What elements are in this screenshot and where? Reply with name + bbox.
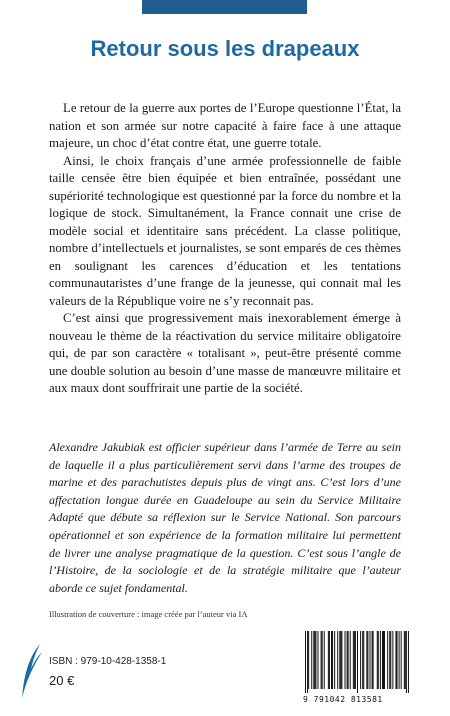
barcode-bar [322,631,323,689]
barcode-bar [387,631,388,689]
barcode-bar [369,631,370,689]
barcode-bar [372,631,373,689]
barcode-bar [404,631,405,689]
barcode-bar [324,631,325,689]
barcode-bar [384,631,385,689]
barcode-bar [392,631,393,689]
barcode-bar [367,631,368,689]
barcode-bar [357,631,358,693]
barcode-bar [397,631,398,689]
barcode-bar [341,631,342,689]
barcode-bar [362,631,363,689]
barcode-bar [307,631,308,693]
barcode-bar [332,631,333,689]
barcode-bar [383,631,384,689]
barcode-bar [314,631,315,689]
barcode-bar [334,631,335,689]
summary-text [49,100,401,398]
author-bio: Alexandre Jakubiak est officier supérieur dans l’armée de Terre au sein de laquelle il a plus particulièrement servi dans l’arme des troupes de marine et des parachutistes depuis plus de vingt ans. C’est lors d’une affectation longue durée en Guadeloupe au sein du Service Militaire Adapté que débute sa réflexion sur le Service National. Son parcours opérationnel et son expérience de la formation militaire lui permettent de livrer une analyse pragmatique de la question. C’est sous l’angle de l’Histoire, de la sociologie et de la stratégie militaire que l’auteur aborde ce sujet fondamental. [49,440,401,595]
barcode-bar [350,631,351,689]
barcode-bar [373,631,374,689]
barcode-bar [406,631,407,693]
barcode-bar [377,631,378,689]
barcode-bar [317,631,318,689]
barcode-bar [321,631,322,689]
barcode-bar [389,631,390,689]
barcode-bar [380,631,381,689]
barcode [303,631,411,693]
barcode-bar [405,631,406,689]
barcode-bar [305,631,306,693]
barcode-bar [390,631,391,689]
quill-feather-icon [16,642,46,702]
barcode-bar [345,631,346,689]
barcode-bar [353,631,354,689]
barcode-bar [340,631,341,689]
barcode-bar [308,631,309,689]
barcode-bar [354,631,355,689]
cover-credit: Illustration de couverture : image créée par l’auteur via IA [49,609,248,619]
barcode-bar [339,631,340,689]
barcode-bar [337,631,338,689]
barcode-bar [366,631,367,689]
barcode-bar [331,631,332,689]
barcode-bar [355,631,356,689]
barcode-bar [399,631,400,689]
book-title: Retour sous les drapeaux [90,36,360,61]
barcode-bar [313,631,314,689]
summary-paragraph-1: Le retour de la guerre aux portes de l’Europe questionne l’État, la nation et son armée sur notre capacité à faire face à une attaque majeure, un choc d’état contre état, une guerre totale. [49,101,401,150]
barcode-bar [395,631,396,689]
barcode-bar [363,631,364,689]
barcode-bar [311,631,312,689]
summary-paragraph-2: Ainsi, le choix français d’une armée professionnelle de faible taille censée être bien équipée et bien entraînée, possédant une supériorité technologique est questionné par la force du nombre et la logique de stock. Simultanément, la France connait une crise de modèle social et identitaire sans précédent. La classe politique, nombre d’intellectuels et journalistes, se sont emparés de ces thèmes en soulignant les carences d’éducation et les tentations communautaristes d’une frange de la jeunesse, qui connait mal les valeurs de la République voire ne s’y reconnait pas. [49,153,401,308]
barcode-number: 9 791042 813581 [303,695,383,704]
top-color-bar [142,0,307,14]
barcode-bar [408,631,409,693]
barcode-bar [329,631,330,689]
price-text: 20 € [49,673,75,688]
barcode-bar [360,631,361,689]
barcode-bar [378,631,379,689]
isbn-text: ISBN : 979-10-428-1358-1 [49,656,167,667]
barcode-bar [348,631,349,689]
barcode-bar [401,631,402,689]
barcode-bar [328,631,329,689]
barcode-bar [315,631,316,689]
barcode-bar [382,631,383,689]
barcode-bar [347,631,348,689]
summary-paragraph-3: C’est ainsi que progressivement mais inexorablement émerge à nouveau le thème de la réactivation du service militaire obligatoire qui, de par son caractère « totalisant », peut-être présenté comme une double solution au besoin d’une masse de manœuvre militaire et aux maux dont souffrirait une partie de la société. [49,311,401,395]
